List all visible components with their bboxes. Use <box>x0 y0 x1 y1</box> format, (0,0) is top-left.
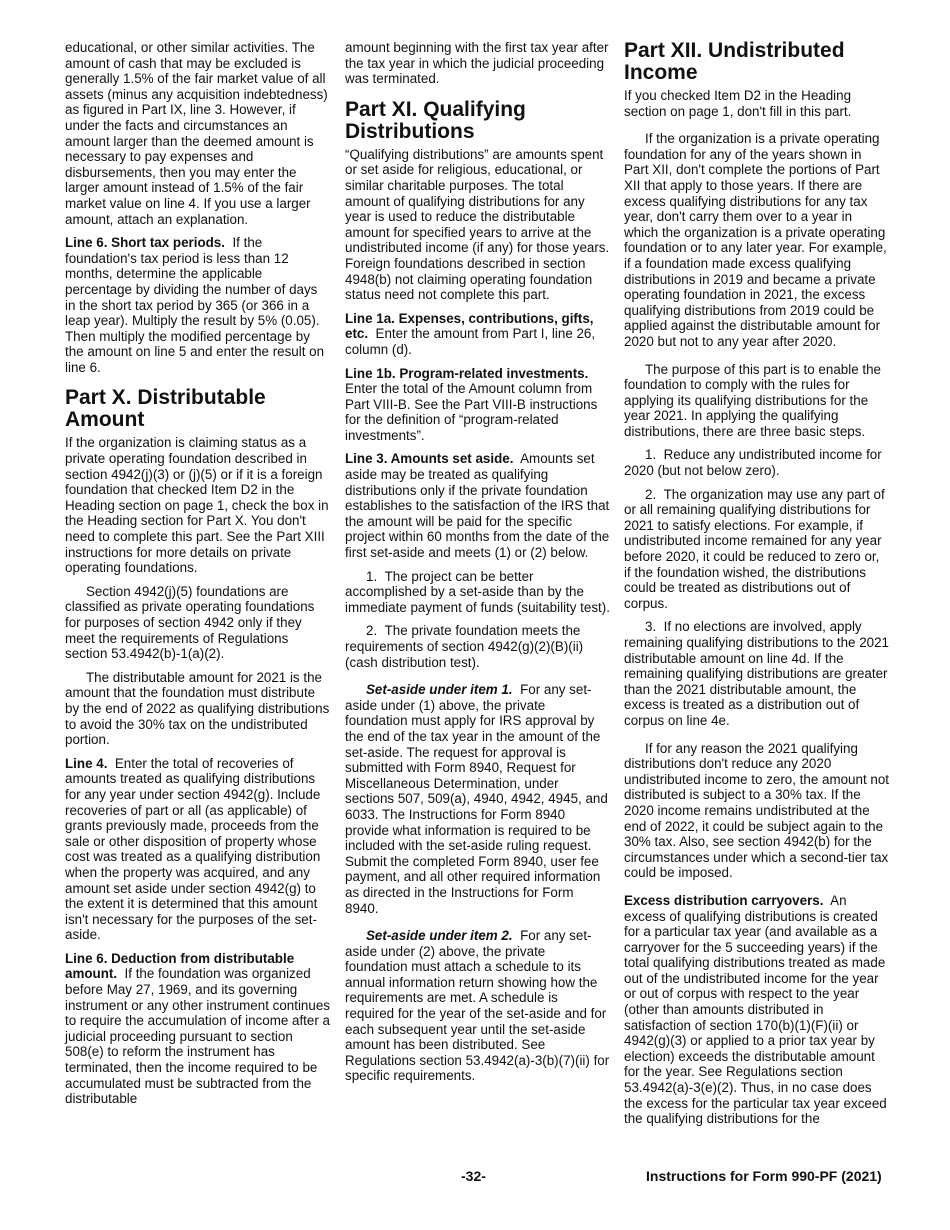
line1b-paragraph <box>345 366 610 444</box>
column-1 <box>65 40 330 1115</box>
form-title-footer: Instructions for Form 990-PF (2021) <box>646 1168 882 1184</box>
column-2 <box>345 40 610 1092</box>
paragraph: The distributable amount for 2021 is the amount that the foundation must distribute by the end of 2022 as qualifying distributions to avoid the 30% tax on the undistributed portion. <box>65 669 330 748</box>
paragraph-lead: Line 3. Amounts set aside. <box>345 451 514 467</box>
paragraph-lead: Line 1b. Program-related investments. <box>345 365 589 381</box>
paragraph-text: For any set-aside under (1) above, the private foundation must apply for IRS approval by the end of the tax year in the amount of the set-aside. The request for approval is submitted with Form 8940, Request for Miscellaneous Determination, under sections 507, 509(a), 4940, 4942, 4945, and 6033. The Instructions for Form 8940 provide what information is required to be included with the set-aside ruling request. Submit the completed Form 8940, user fee payment, and all other required information as directed in the Instructions for Form 8940. <box>345 682 608 916</box>
excess-distribution-paragraph <box>624 893 889 1127</box>
part-xi-heading: Part XI. Qualifying Distributions <box>345 97 526 143</box>
paragraph-text: An excess of qualifying distributions is created for a particular tax year (and available as a carryover for the 5 succeeding years) if the total qualifying distributions treated as made out of the undistributed income for the year or out of corpus with respect to the year (other than amounts distributed in satisfaction of section 170(b)(1)(F)(ii) or 4942(g)(3) or applied to a prior tax year by election) exceeds the distributable amount for the year. See Regulations section 53.4942(a)-3(e)(2). Thus, in no case does the excess for the particular tax year exceed the qualifying distributions for the <box>624 892 887 1127</box>
paragraph: Section 4942(j)(5) foundations are classified as private operating foundations for purposes of section 4942 only if they meet the requirements of Regulations section 53.4942(b)-1(a)(2). <box>65 583 315 662</box>
paragraph: If for any reason the 2021 qualifying distributions don't reduce any 2020 undistributed income to zero, the amount not distributed is subject to a 30% tax. If the 2020 income remains undistributed at the end of 2022, it could be subject again to the 30% tax. Also, see section 4942(b) for the circumstances under which a second-tier tax could be imposed. <box>624 740 889 881</box>
paragraph: educational, or other similar activities. The amount of cash that may be excluded is generally 1.5% of the fair market value of all assets (minus any acquisition indebtedness) as figured in Part IX, line 3. However, if under the facts and circumstances an amount larger than the deemed amount is necessary to pay expenses and disbursements, then you may enter the larger amount instead of 1.5% of the fair market value on line 4. If you use a larger amount, attach an explanation. <box>65 40 328 227</box>
paragraph: amount beginning with the first tax year after the tax year in which the judicial proceeding was terminated. <box>345 40 609 87</box>
line1a-paragraph <box>345 311 610 358</box>
column-3 <box>624 40 889 1135</box>
paragraph: If the organization is claiming status as a private operating foundation described in section 4942(j)(3) or (j)(5) or if it is a foreign foundation that checked Item D2 in the Heading section on page 1, check the box in the Heading section for Part X. You don't need to complete this part. See the Part XIII instructions for more details on private operating foundations. <box>65 435 329 576</box>
paragraph: If you checked Item D2 in the Heading section on page 1, don't fill in this part. <box>624 88 852 119</box>
paragraph-lead: Line 1a. Expenses, contributions, gifts, etc. <box>345 310 594 342</box>
paragraph-lead: Line 6. Short tax periods. <box>65 235 225 251</box>
line3-paragraph <box>345 451 610 560</box>
list-item: 2. The private foundation meets the requirements of section 4942(g)(2)(B)(ii) (cash distribution test). <box>345 623 584 670</box>
list-item: 3. If no elections are involved, apply remaining qualifying distributions to the 2021 distributable amount on line 4d. If the remaining qualifying distributions are greater than the 2021 distributable amount, the excess is treated as a distribution out of corpus on line 4e. <box>624 619 890 728</box>
set-aside-item2-paragraph <box>345 928 610 1084</box>
paragraph: If the organization is a private operating foundation for any of the years shown in Part XII, don't complete the portions of Part XII that apply to those years. If there are excess qualifying distributions for any tax year, don't carry them over to a year in which the organization is a private operating foundation or to any later year. For example, if a foundation made excess qualifying distributions in 2019 and became a private operating foundation in 2021, the excess qualifying distributions from 2019 could be applied against the distributable amount for 2020 but not to any year after 2020. <box>624 131 887 349</box>
paragraph-lead: Set-aside under item 1. <box>366 682 513 698</box>
line4-paragraph <box>65 756 330 943</box>
paragraph-text: If the foundation's tax period is less than 12 months, determine the applicable percentage by dividing the number of days in the short tax period by 365 (or 366 in a leap year). Multiply the result by 5% (0.05). Then multiply the modified percentage by the amount on line 5 and enter the result on line 6. <box>65 235 325 375</box>
set-aside-item1-paragraph <box>345 682 610 916</box>
part-x-heading: Part X. Distributable Amount <box>65 386 266 432</box>
paragraph-lead: Line 4. <box>65 755 108 771</box>
list-item: 1. Reduce any undistributed income for 2020 (but not below zero). <box>624 447 882 479</box>
page-number: -32- <box>461 1168 486 1184</box>
list-item: 2. The organization may use any part of or all remaining qualifying distributions for 2021 to satisfy elections. For example, if undistributed income remained for any year before 2020, it could be reduced to zero or, if the foundation wished, the distributions could be treated as distributions out of corpus. <box>624 486 885 611</box>
line6-short-tax-periods <box>65 235 330 375</box>
paragraph: The purpose of this part is to enable the foundation to comply with the rules for applying its qualifying distributions for the year 2021. In applying the qualifying distributions, there are three basic steps. <box>624 361 881 439</box>
paragraph-text: If the foundation was organized before May 27, 1969, and its governing instrument or any other instrument continues to require the accumulation of income after a judicial proceeding pursuant to section 508(e) to reform the instrument has terminated, then the income required to be accumulated must be subtracted from the distributable <box>65 966 330 1107</box>
line6-deduction-paragraph <box>65 951 330 1107</box>
part-xii-heading: Part XII. Undistributed Income <box>624 39 845 84</box>
list-item: 1. The project can be better accomplished by a set-aside than by the immediate payment of funds (suitability test). <box>345 568 610 615</box>
paragraph-lead: Set-aside under item 2. <box>366 928 513 944</box>
paragraph-text: Enter the total of the Amount column from Part VIII-B. See the Part VIII-B instructions for the definition of “program-related investments”. <box>345 381 598 443</box>
paragraph-text: Enter the amount from Part I, line 26, column (d). <box>345 326 596 357</box>
paragraph-text: Enter the total of recoveries of amounts treated as qualifying distributions for any year under section 4942(g). Include recoveries of part or all (as applicable) of grants previously made, proceeds from the sale or other disposition of property whose cost was treated as a qualifying distribution when the property was acquired, and any amount set aside under section 4942(g) to the extent it is determined that this amount isn't necessary for the purposes of the set-aside. <box>65 755 321 943</box>
paragraph: “Qualifying distributions” are amounts spent or set aside for religious, educational, or similar charitable purposes. The total amount of qualifying distributions for any year is used to reduce the distributable amount for specified years to arrive at the undistributed income (if any) for those years. Foreign foundations described in section 4948(b) not claiming operating foundation status need not complete this part. <box>345 146 610 303</box>
paragraph-text: For any set-aside under (2) above, the private foundation must attach a schedule to its annual information return showing how the requirements are met. A schedule is required for the year of the set-aside and for each subsequent year until the set-aside amount has been distributed. See Regulations section 53.4942(a)-3(b)(7)(ii) for specific requirements. <box>345 928 610 1084</box>
paragraph-text: Amounts set aside may be treated as qualifying distributions only if the private foundation establishes to the satisfaction of the IRS that the amount will be paid for the specific project within 60 months from the date of the first set-aside and meets (1) or (2) below. <box>345 451 610 561</box>
paragraph-lead: Line 6. Deduction from distributable amount. <box>65 950 295 982</box>
paragraph-lead: Excess distribution carryovers. <box>624 892 824 908</box>
